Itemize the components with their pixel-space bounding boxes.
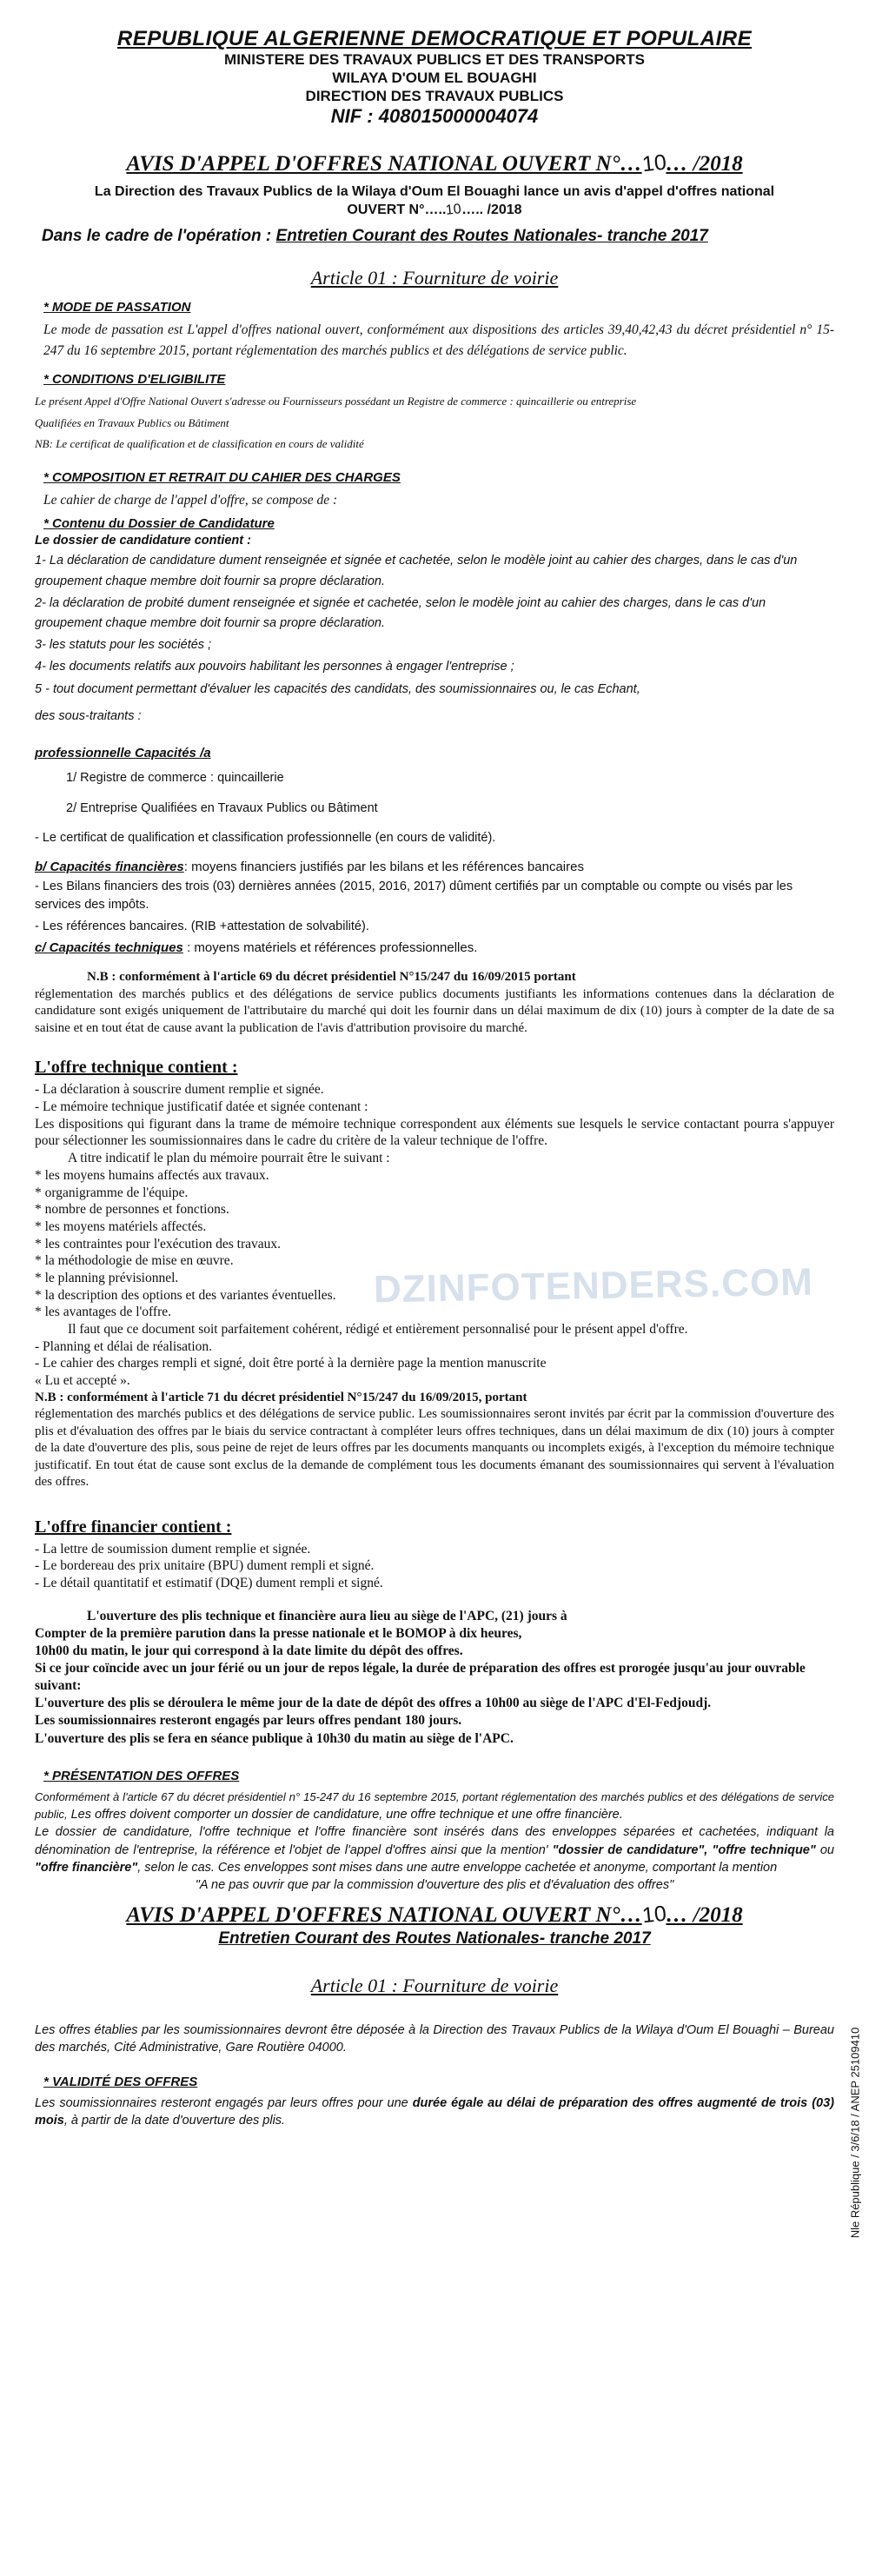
validite-b: durée égale au délai de préparation des offres augmenté de trois (03) mois <box>35 2095 834 2128</box>
contenu-title: * Contenu du Dossier de Candidature <box>43 516 275 532</box>
wilaya-line: WILAYA D'OUM EL BOUAGHI <box>332 70 537 86</box>
offre-technique-title: L'offre technique contient : <box>35 1058 238 1078</box>
capacites-fin-bilans: - Les Bilans financiers des trois (03) dernières années (2015, 2016, 2017) dûment certifiés par un comptable ou compte ou visés par les services des impôts. <box>35 879 793 912</box>
subtitle-2: Entretien Courant des Routes Nationales- tranche 2017 <box>218 1929 651 1949</box>
side-reference <box>846 1976 864 2289</box>
capacites-pro-certificat: - Le certificat de qualification et classification professionnelle (en cours de validité). <box>35 831 496 846</box>
plan-item-2: * organigramme de l'équipe. <box>35 1185 189 1200</box>
avis-title-2 <box>35 1902 834 1928</box>
capacites-pro-label: professionnelle Capacités /a <box>35 745 211 760</box>
republic-title: REPUBLIQUE ALGERIENNE DEMOCRATIQUE ET POPULAIRE <box>116 27 753 50</box>
avis2-suffix: … /2018 <box>666 1903 743 1928</box>
nb-article-69 <box>35 969 834 1037</box>
validite-text <box>35 2095 834 2130</box>
ouverture-l7: L'ouverture des plis se fera en séance publique à 10h30 du matin au siège de l'APC. <box>35 1730 514 1746</box>
direction-line2 <box>35 202 834 220</box>
mode-text: Le mode de passation est L'appel d'offres national ouvert, conformément aux dispositions des articles 39,40,42,43 du décret présidentiel n° 15-247 du 16 septembre 2015, portant réglementation des marchés publics et des délégations de service public. <box>43 322 834 358</box>
ouverture-block <box>35 1608 834 1748</box>
dossier-item-5: 5 - tout document permettant d'évaluer les capacités des candidats, des soumissionnaires ou, le cas Echant, <box>35 681 640 696</box>
capacites-tech-desc: : moyens matériels et références professionnelles. <box>182 940 478 956</box>
presentation-p1 <box>35 1789 834 1824</box>
offre-tech-cahier: - Le cahier des charges rempli et signé, doit être porté à la dernière page la mention manuscrite <box>35 1356 547 1371</box>
direction-line1: La Direction des Travaux Publics de la Wilaya d'Oum El Bouaghi lance un avis d'appel d'offres national <box>94 184 775 200</box>
validite-title: * VALIDITÉ DES OFFRES <box>43 2074 198 2089</box>
capacites-pro-item2: 2/ Entreprise Qualifiées en Travaux Publics ou Bâtiment <box>66 800 378 815</box>
operation-label: Dans le cadre de l'opération : <box>42 226 276 245</box>
nb2-lead <box>35 1390 834 1407</box>
composition-title: * COMPOSITION ET RETRAIT DU CAHIER DES CHARGES <box>43 470 401 486</box>
offre-financier-title: L'offre financier contient : <box>35 1517 232 1537</box>
direction-statement <box>35 183 834 220</box>
ouverture-l4: Si ce jour coïncide avec un jour férié ou un jour de repos légale, la durée de préparation des offres est prorogée jusqu'au jour ouvrable suivant: <box>35 1661 806 1694</box>
ministry-line: MINISTERE DES TRAVAUX PUBLICS ET DES TRANSPORTS <box>224 51 645 69</box>
avis-number: 10 <box>640 149 667 177</box>
conditions-title: * CONDITIONS D'ELIGIBILITE <box>43 371 226 387</box>
capacites-fin-desc: : moyens financiers justifiés par les bilans et les références bancaires <box>183 859 584 874</box>
capacites-fin-title <box>35 860 834 874</box>
operation-line <box>42 227 834 246</box>
plan-item-4: * les moyens matériels affectés. <box>35 1218 207 1234</box>
presentation-p2-mid: ou <box>815 1842 834 1857</box>
side-reference-text: Nle République / 3/6/18 / ANEP 25109410 <box>848 2027 862 2239</box>
conditions-line2: Qualifiées en Travaux Publics ou Bâtiment <box>35 415 229 429</box>
nb-article-71 <box>35 1390 834 1491</box>
nb2-lead-text: N.B : conformément à l'article 71 du décret présidentiel N°15/247 du 16/09/2015, portant <box>35 1390 527 1404</box>
direction-number-prefix: OUVERT N°….. <box>347 202 447 218</box>
ouverture-l2: Compter de la première parution dans la presse nationale et le BOMOP à dix heures, <box>35 1625 522 1641</box>
presentation-p2 <box>35 1823 834 1876</box>
conditions-line1: Le présent Appel d'Offre National Ouvert s'adresse ou Fournisseurs possédant un Registre de commerce : quincaillerie ou entreprise <box>35 394 637 408</box>
composition-intro: Le cahier de charge de l'appel d'offre, se compose de : <box>43 493 338 508</box>
offre-fin-item-3: - Le détail quantitatif et estimatif (DQE) dument rempli et signé. <box>35 1575 383 1590</box>
nb2-text: réglementation des marchés publics et des délégations de service public. Les soumissionnaires seront invités par écrit par la commission d'ouverture des plis et d'évaluation des offres par le biais du service contractant à compléter leurs offres techniques, dans un délai maximum de dix (10) jours à compter de la date d'ouverture des plis, sous peine de rejet de leurs offres par les documents manquants ou incomplets exigés, à l'exception du mémoire technique justificatif. En tout état de cause sont exclus de la demande de complément tous les documents émanant des soumissionnaires qui servent à l'évaluation des offres. <box>35 1407 834 1490</box>
avis-suffix: … /2018 <box>666 152 743 176</box>
capacites-fin-label: b/ Capacités financières <box>35 859 184 874</box>
validite-c: , à partir de la date d'ouverture des plis. <box>63 2114 286 2128</box>
offre-tech-item-1: - La déclaration à souscrire dument remplie et signée. <box>35 1082 324 1098</box>
avis-title <box>35 151 834 176</box>
offre-tech-note: Il faut que ce document soit parfaitement cohérent, rédigé et entièrement personnalisé pour le présent appel d'offre. <box>68 1321 688 1337</box>
plan-item-8: * la description des options et des variantes éventuelles. <box>35 1287 336 1303</box>
article-title: Article 01 : Fourniture de voirie <box>310 266 559 289</box>
presentation-p2-a: Le dossier de candidature, l'offre technique et l'offre financière sont insérés dans des enveloppes séparées et cachetées, indiquant la dénomination de l'entreprise, la référence et l'objet de l'appel d'offres ainsi que la mention' <box>35 1825 834 1857</box>
avis2-number: 10 <box>640 1901 667 1929</box>
presentation-p1-b: Les offres doivent comporter un dossier de candidature, une offre technique et une offre financière. <box>67 1808 623 1822</box>
avis-prefix: AVIS D'APPEL D'OFFRES NATIONAL OUVERT N°… <box>126 152 642 176</box>
sous-traitants: des sous-traitants : <box>35 708 142 723</box>
presentation-p1-a: Conformément à l'article 67 du décret présidentiel n° 15-247 du 16 septembre 2015, portant réglementation des marchés publics et des délégations de service public, <box>35 1789 834 1821</box>
header-block <box>35 26 834 129</box>
direction-line: DIRECTION DES TRAVAUX PUBLICS <box>305 87 564 104</box>
operation-name: Entretien Courant des Routes Nationales- tranche 2017 <box>275 226 708 245</box>
plan-item-6: * la méthodologie de mise en œuvre. <box>35 1253 234 1269</box>
capacites-fin-references: - Les références bancaires. (RIB +attestation de solvabilité). <box>35 919 369 933</box>
capacites-pro-item1: 1/ Registre de commerce : quincaillerie <box>66 770 284 785</box>
capacites-tech-title <box>35 940 834 955</box>
nb1-text: réglementation des marchés publics et des délégations de service publics documents justifiants les informations contenues dans la déclaration de candidature sont exigés uniquement de l'attributaire du marché qui doit les fournir dans un délai maximum de dix (10) jours à compter de la date de sa saisine et en tout état de cause avant la publication de l'avis d'attribution provisoire du marché. <box>35 986 834 1035</box>
capacites-tech-label: c/ Capacités techniques <box>35 940 183 956</box>
plan-item-9: * les avantages de l'offre. <box>35 1305 172 1320</box>
offre-tech-item-2: - Le mémoire technique justificatif datée et signée contenant : <box>35 1099 368 1115</box>
presentation-p2-end: , selon le cas. Ces enveloppes sont mises dans une autre enveloppe cachetée et anonyme, comportant la mention <box>137 1860 778 1875</box>
offre-tech-lu: « Lu et accepté ». <box>35 1372 130 1388</box>
article-title-2: Article 01 : Fourniture de voirie <box>310 1975 559 1997</box>
validite-a: Les soumissionnaires resteront engagés par leurs offres pour une <box>35 2095 413 2110</box>
offre-fin-item-2: - Le bordereau des prix unitaire (BPU) dument rempli et signé. <box>35 1558 375 1574</box>
plan-item-7: * le planning prévisionnel. <box>35 1270 179 1285</box>
plan-item-5: * les contraintes pour l'exécution des travaux. <box>35 1236 281 1251</box>
offre-tech-item-3: Les dispositions qui figurant dans la trame de mémoire technique correspondent aux éléments sue lesquels le service contactant pourra s'appuyer pour sélectionner les soumissionnaires dans le cadre du critère de la valeur technique de l'offre. <box>35 1116 834 1149</box>
nb1-lead: N.B : conformément à l'article 69 du décret présidentiel N°15/247 du 16/09/2015 portant <box>87 970 576 985</box>
ouverture-l3: 10h00 du matin, le jour qui correspond à la date limite du dépôt des offres. <box>35 1643 463 1658</box>
presentation-quote: "A ne pas ouvrir que par la commission d'ouverture des plis et d'évaluation des offres" <box>195 1878 674 1893</box>
nif-line: NIF : 408015000004074 <box>330 105 539 128</box>
capacites-pro-title <box>35 746 834 760</box>
watermark: DZINFOTENDERS.COM <box>373 1260 814 1311</box>
plan-item-3: * nombre de personnes et fonctions. <box>35 1202 229 1218</box>
presentation-title: * PRÉSENTATION DES OFFRES <box>43 1768 240 1783</box>
direction-number-suffix: ….. /2018 <box>461 202 522 218</box>
ouverture-l5: L'ouverture des plis se déroulera le même jour de la date de dépôt des offres a 10h00 au siège de l'APC d'El-Fedjoudj. <box>35 1696 712 1711</box>
offre-tech-plan: A titre indicatif le plan du mémoire pourrait être le suivant : <box>68 1151 390 1166</box>
avis2-prefix: AVIS D'APPEL D'OFFRES NATIONAL OUVERT N°… <box>126 1903 642 1928</box>
conditions-line3: NB: Le certificat de qualification et de classification en cours de validité <box>35 437 364 451</box>
presentation-p2-bold2: "offre financière" <box>35 1860 138 1875</box>
dossier-title: Le dossier de candidature contient : <box>35 534 251 548</box>
presentation-p2-bold: "dossier de candidature", "offre technique" <box>552 1842 816 1857</box>
ouverture-l1: L'ouverture des plis technique et financière aura lieu au siège de l'APC, (21) jours à <box>87 1608 567 1623</box>
dossier-item-2: 2- la déclaration de probité dument renseignée et signée et cachetée, selon le modèle joint au cahier des charges, dans le cas d'un groupement chaque membre doit fournir sa propre déclaration. <box>35 595 766 630</box>
dossier-item-3: 3- les statuts pour les sociétés ; <box>35 638 212 653</box>
mode-title: * MODE DE PASSATION <box>43 299 191 315</box>
offre-fin-item-1: - La lettre de soumission dument remplie et signée. <box>35 1541 311 1557</box>
dossier-item-4: 4- les documents relatifs aux pouvoirs habilitant les personnes à engager l'entreprise ; <box>35 660 514 674</box>
tender-notice <box>35 26 834 2129</box>
dossier-item-1: 1- La déclaration de candidature dument renseignée et signée et cachetée, selon le modèle joint au cahier des charges, dans le cas d'un groupement chaque membre doit fournir sa propre déclaration. <box>35 554 798 588</box>
offre-tech-planning: - Planning et délai de réalisation. <box>35 1338 213 1354</box>
plan-item-1: * les moyens humains affectés aux travaux. <box>35 1167 269 1183</box>
depot-text: Les offres établies par les soumissionnaires devront être déposée à la Direction des Travaux Publics de la Wilaya d'Oum El Bouaghi – Bureau des marchés, Cité Administrative, Gare Routière 04000. <box>35 2023 834 2055</box>
ouverture-l6: Les soumissionnaires resteront engagés par leurs offres pendant 180 jours. <box>35 1713 462 1729</box>
direction-number: 10 <box>445 202 462 218</box>
